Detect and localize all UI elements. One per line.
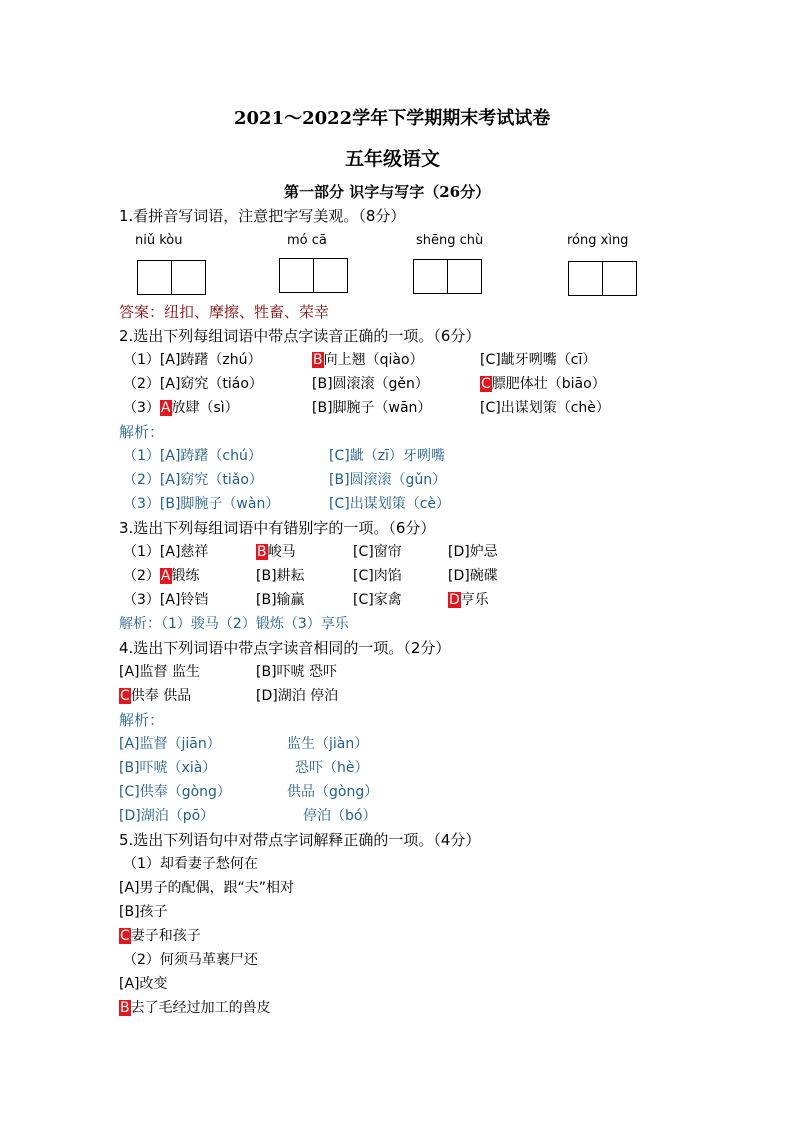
- q3-row2-a: （2）A锻练: [123, 568, 200, 584]
- writing-boxes-1: [137, 260, 205, 295]
- q2-row2-a: （2）[A]窈究（tiáo）: [123, 376, 263, 392]
- q1-pinyin-3: shēng chù: [416, 233, 484, 248]
- q5-opt1c: C妻子和孩子: [120, 928, 201, 944]
- q4-analysis-a2: 监生（jiàn）: [287, 736, 369, 752]
- answer-highlight: B: [257, 544, 267, 560]
- q3-row1-c: [C]窗帘: [353, 544, 402, 560]
- q2-row1-c: [C]龇牙咧嘴（cī）: [480, 352, 597, 368]
- q5-opt2a: [A]改变: [119, 976, 168, 992]
- q3-row3-a: （3）[A]铃铛: [123, 592, 209, 608]
- q4-row2-c: C供奉 供品: [120, 688, 192, 704]
- q2-question: 2.选出下列每组词语中带点字读音正确的一项。（6分）: [119, 327, 481, 345]
- writing-boxes-4: [568, 261, 636, 296]
- answer-highlight: A: [160, 568, 171, 584]
- answer-highlight: C: [120, 928, 130, 944]
- q1-pinyin-4: róng xìng: [567, 233, 629, 248]
- q3-row1-a: （1）[A]慈祥: [123, 544, 209, 560]
- q3-analysis: 解析：（1）骏马（2）锻炼（3）享乐: [119, 616, 349, 632]
- answer-highlight: C: [481, 376, 491, 392]
- exam-subtitle: 五年级语文: [345, 148, 441, 170]
- q5-sub1: （1）却看妻子愁何在: [123, 856, 258, 872]
- q4-row1-a: [A]监督 监生: [119, 664, 200, 680]
- q1-pinyin-1: niǔ kòu: [135, 233, 183, 248]
- q2-analysis-label: 解析：: [119, 423, 165, 441]
- q3-row2-d: [D]碗碟: [448, 568, 498, 584]
- q4-analysis-b2: 恐吓（hè）: [295, 760, 369, 776]
- q2-row3-b: [B]脚腕子（wān）: [312, 400, 432, 416]
- q4-analysis-a1: [A]监督（jiān）: [119, 736, 221, 752]
- q5-sub2: （2）何须马革裹尸还: [123, 952, 258, 968]
- answer-highlight: D: [449, 592, 460, 608]
- q1-question: 1.看拼音写词语，注意把字写美观。（8分）: [119, 207, 406, 225]
- q2-analysis-1b: [C]龇（zī）牙咧嘴: [329, 448, 445, 464]
- q2-row1-b: B向上翘（qiào）: [313, 352, 424, 368]
- answer-highlight: A: [160, 400, 171, 416]
- q4-question: 4.选出下列词语中带点字读音相同的一项。（2分）: [119, 639, 451, 657]
- writing-boxes-3: [413, 259, 481, 294]
- q4-analysis-label: 解析：: [119, 711, 165, 729]
- q3-row2-b: [B]耕耘: [256, 568, 305, 584]
- q3-question: 3.选出下列每组词语中有错别字的一项。（6分）: [119, 519, 436, 537]
- answer-highlight: B: [120, 1000, 130, 1016]
- q3-row1-b: B峻马: [257, 544, 296, 560]
- q4-row2-d: [D]湖泊 停泊: [256, 688, 339, 704]
- q3-row3-d: D亨乐: [449, 592, 489, 608]
- q2-analysis-3a: （3）[B]脚腕子（wàn）: [123, 496, 280, 512]
- q4-analysis-c2: 供品（gòng）: [287, 784, 379, 800]
- q3-row1-d: [D]妒忌: [448, 544, 498, 560]
- answer-highlight: C: [120, 688, 130, 704]
- q2-analysis-3b: [C]出谋划策（cè）: [329, 496, 451, 512]
- q2-analysis-2b: [B]圆滚滚（gǔn）: [329, 472, 447, 488]
- q2-analysis-2a: （2）[A]窈究（tiǎo）: [123, 472, 263, 488]
- q1-answer: 答案：纽扣、摩擦、牲畜、荣幸: [119, 303, 330, 321]
- q2-row3-a: （3）A放肆（sì）: [123, 400, 239, 416]
- q4-analysis-b1: [B]吓唬（xià）: [119, 760, 217, 776]
- answer-highlight: B: [313, 352, 323, 368]
- q1-pinyin-2: mó cā: [287, 233, 327, 248]
- q2-analysis-1a: （1）[A]踌躇（chú）: [123, 448, 262, 464]
- q4-row1-b: [B]吓唬 恐吓: [256, 664, 337, 680]
- q5-opt1a: [A]男子的配偶，跟“夫”相对: [119, 880, 295, 896]
- q3-row3-b: [B]输赢: [256, 592, 305, 608]
- exam-title: 2021～2022学年下学期期末考试试卷: [234, 108, 551, 129]
- q4-analysis-d1: [D]湖泊（pō）: [119, 808, 215, 824]
- q3-row3-c: [C]家禽: [353, 592, 402, 608]
- q4-analysis-d2: 停泊（bó）: [303, 808, 377, 824]
- q5-opt1b: [B]孩子: [119, 904, 168, 920]
- q2-row3-c: [C]出谋划策（chè）: [480, 400, 610, 416]
- part-heading: 第一部分 识字与写字（26分）: [284, 183, 491, 201]
- q3-row2-c: [C]肉馅: [353, 568, 402, 584]
- q2-row2-b: [B]圆滚滚（gěn）: [312, 376, 429, 392]
- q2-row1-a: （1）[A]踌躇（zhú）: [123, 352, 262, 368]
- q2-row2-c: C膘肥体壮（biāo）: [481, 376, 606, 392]
- q4-analysis-c1: [C]供奉（gòng）: [119, 784, 231, 800]
- writing-boxes-2: [279, 258, 347, 293]
- q5-question: 5.选出下列语句中对带点字词解释正确的一项。（4分）: [119, 831, 481, 849]
- q5-opt2b: B去了毛经过加工的兽皮: [120, 1000, 271, 1016]
